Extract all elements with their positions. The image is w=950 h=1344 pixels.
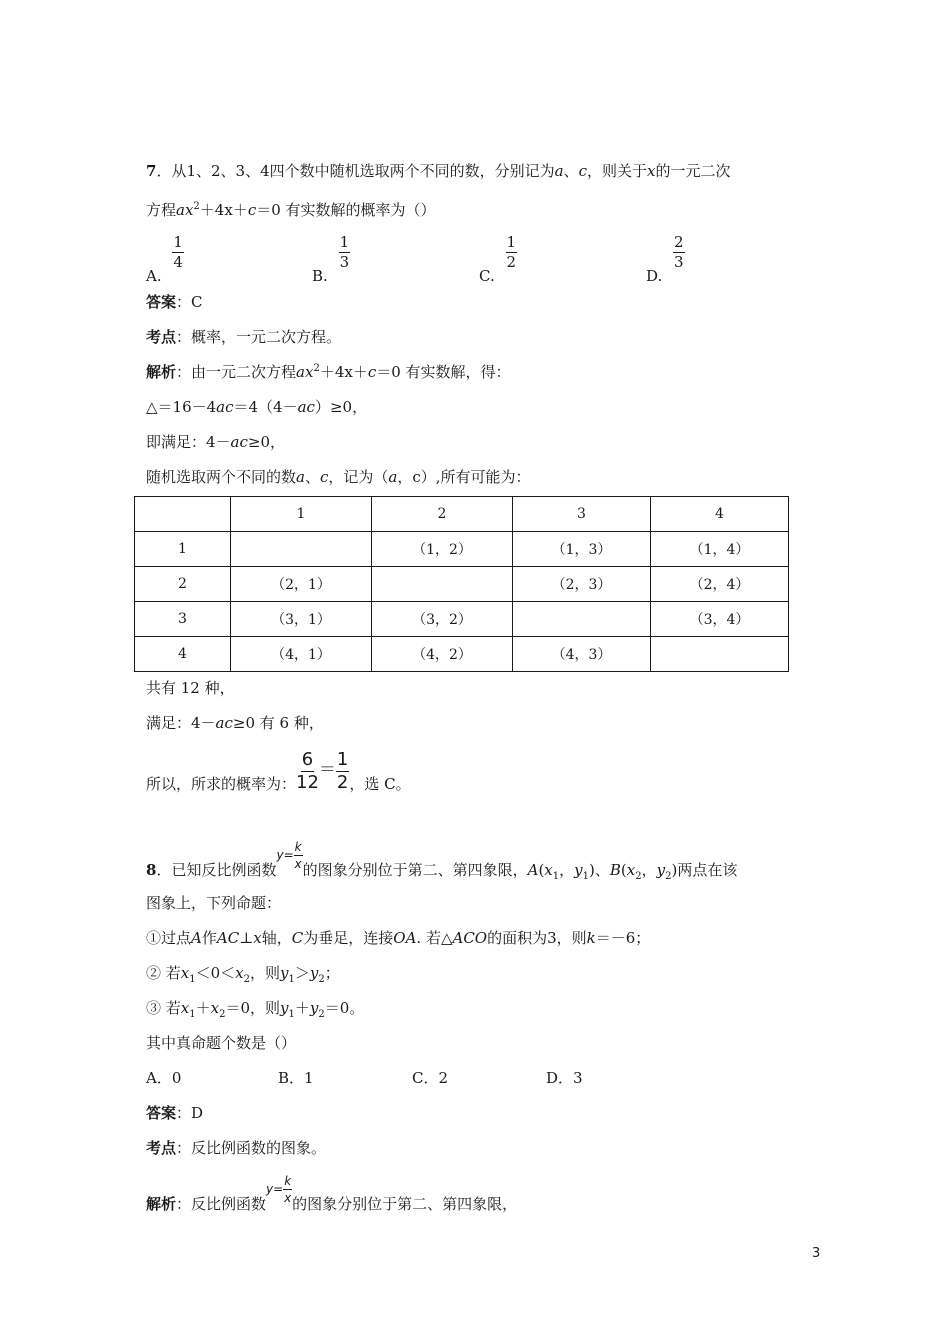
q8-statement-2: ② 若$x_1<0<x_2$，则$y_1>y_2$；	[146, 964, 340, 985]
q7-option-d[interactable]: D. $\frac{2}{3}$	[646, 233, 684, 285]
q8-statement-1: ①过点A作AC⊥x轴，C为垂足，连接OA. 若△ACO的面积为3，则k＝－6；	[146, 929, 651, 947]
table-cell: 3	[135, 602, 231, 637]
table-cell: （1，3）	[513, 532, 651, 567]
table-cell: 1	[135, 532, 231, 567]
table-cell: （4，1）	[231, 637, 372, 672]
table-cell	[372, 567, 513, 602]
q7-option-b-fraction: $\frac{1}{3}$	[339, 233, 350, 271]
page-number: 3	[812, 1246, 821, 1261]
q8-question: 其中真命题个数是（）	[146, 1034, 297, 1052]
table-cell: （1，2）	[372, 532, 513, 567]
table-cell: （4，3）	[513, 637, 651, 672]
table-cell: 3	[513, 497, 651, 532]
q8-answer: 答案：D	[146, 1104, 204, 1122]
table-cell: （3，1）	[231, 602, 372, 637]
q7-number: 7	[146, 162, 157, 180]
q7-kaodian: 考点：概率，一元二次方程。	[146, 328, 342, 346]
q8-option-d[interactable]: D．3	[546, 1069, 583, 1087]
q7-option-a-fraction: $\frac{1}{4}$	[173, 233, 183, 271]
q7-answer: 答案：C	[146, 293, 203, 311]
q7-option-c[interactable]: C. $\frac{1}{2}$	[479, 233, 517, 285]
prob-fraction-1: $\frac{6}{12}$	[296, 748, 319, 793]
table-cell: （2，3）	[513, 567, 651, 602]
table-cell: 4	[135, 637, 231, 672]
q7-random: 随机选取两个不同的数a、c，记为（a，c）,所有可能为：	[146, 468, 531, 486]
table-cell: （3，2）	[372, 602, 513, 637]
table-cell: （2，4）	[651, 567, 789, 602]
q8-jiexi: 解析：反比例函数y= $\frac{k}{x}$ 的图象分别位于第二、第四象限，	[146, 1166, 517, 1219]
q8-jiexi-formula: y= $\frac{k}{x}$	[266, 1174, 292, 1205]
table-cell: （1，4）	[651, 532, 789, 567]
table-cell	[651, 637, 789, 672]
table-cell	[513, 602, 651, 637]
q8-option-a[interactable]: A．0	[146, 1069, 182, 1087]
table-cell: 1	[231, 497, 372, 532]
table-row	[135, 532, 789, 567]
q8-statement-3: ③ 若$x_1+x_2=0$，则$y_1+y_2=0$。	[146, 999, 365, 1020]
q7-stem-line2: 方程$ax^2+4x+c=0$ 有实数解的概率为（）	[146, 201, 436, 219]
q8-option-b[interactable]: B．1	[278, 1069, 314, 1087]
q8-kaodian: 考点：反比例函数的图象。	[146, 1139, 327, 1157]
table-cell: 2	[135, 567, 231, 602]
q8-number: 8	[146, 861, 157, 879]
q8-stem-line2: 图象上，下列命题：	[146, 894, 282, 912]
table-row	[135, 602, 789, 637]
table-cell	[231, 532, 372, 567]
q8-stem-line1: 8．已知反比例函数y= $\frac{k}{x}$ 的图象分别位于第二、第四象限，$A(x_1$，$y_1$)、$B(x_2$，$y_2$)两点在该	[146, 834, 737, 887]
outcome-table	[134, 496, 789, 672]
table-header-row	[135, 497, 789, 532]
table-cell	[135, 497, 231, 532]
q8-function-formula: y= $\frac{k}{x}$	[276, 840, 302, 871]
table-cell: 2	[372, 497, 513, 532]
table-row	[135, 637, 789, 672]
q7-total: 共有 12 种，	[146, 679, 235, 697]
q7-satisfy: 即满足：4－ac≥0，	[146, 433, 286, 451]
table-cell: 4	[651, 497, 789, 532]
table-cell: （4，2）	[372, 637, 513, 672]
q7-sat-count: 满足：4－ac≥0 有 6 种，	[146, 714, 324, 732]
q8-option-c[interactable]: C．2	[412, 1069, 449, 1087]
table-row	[135, 567, 789, 602]
table-cell: （2，1）	[231, 567, 372, 602]
q7-probability: 所以，所求的概率为： $\frac{6}{12}$ ＝ $\frac{1}{2}$ ，选 C。	[146, 748, 411, 793]
q7-option-a[interactable]: A. $\frac{1}{4}$	[146, 233, 183, 285]
q7-stem-line1: 7．从1、2、3、4四个数中随机选取两个不同的数，分别记为a、c，则关于x的一元二次	[146, 162, 731, 180]
q7-option-b[interactable]: B. $\frac{1}{3}$	[312, 233, 350, 285]
q7-delta: △＝16－4ac＝4（4－ac）≥0，	[146, 398, 368, 416]
q7-option-c-fraction: $\frac{1}{2}$	[506, 233, 517, 271]
q7-jiexi: 解析：由一元二次方程$ax^2+4x+c=0$ 有实数解，得：	[146, 363, 511, 381]
prob-fraction-2: $\frac{1}{2}$	[336, 748, 349, 793]
table-cell: （3，4）	[651, 602, 789, 637]
q7-option-d-fraction: $\frac{2}{3}$	[674, 233, 684, 271]
